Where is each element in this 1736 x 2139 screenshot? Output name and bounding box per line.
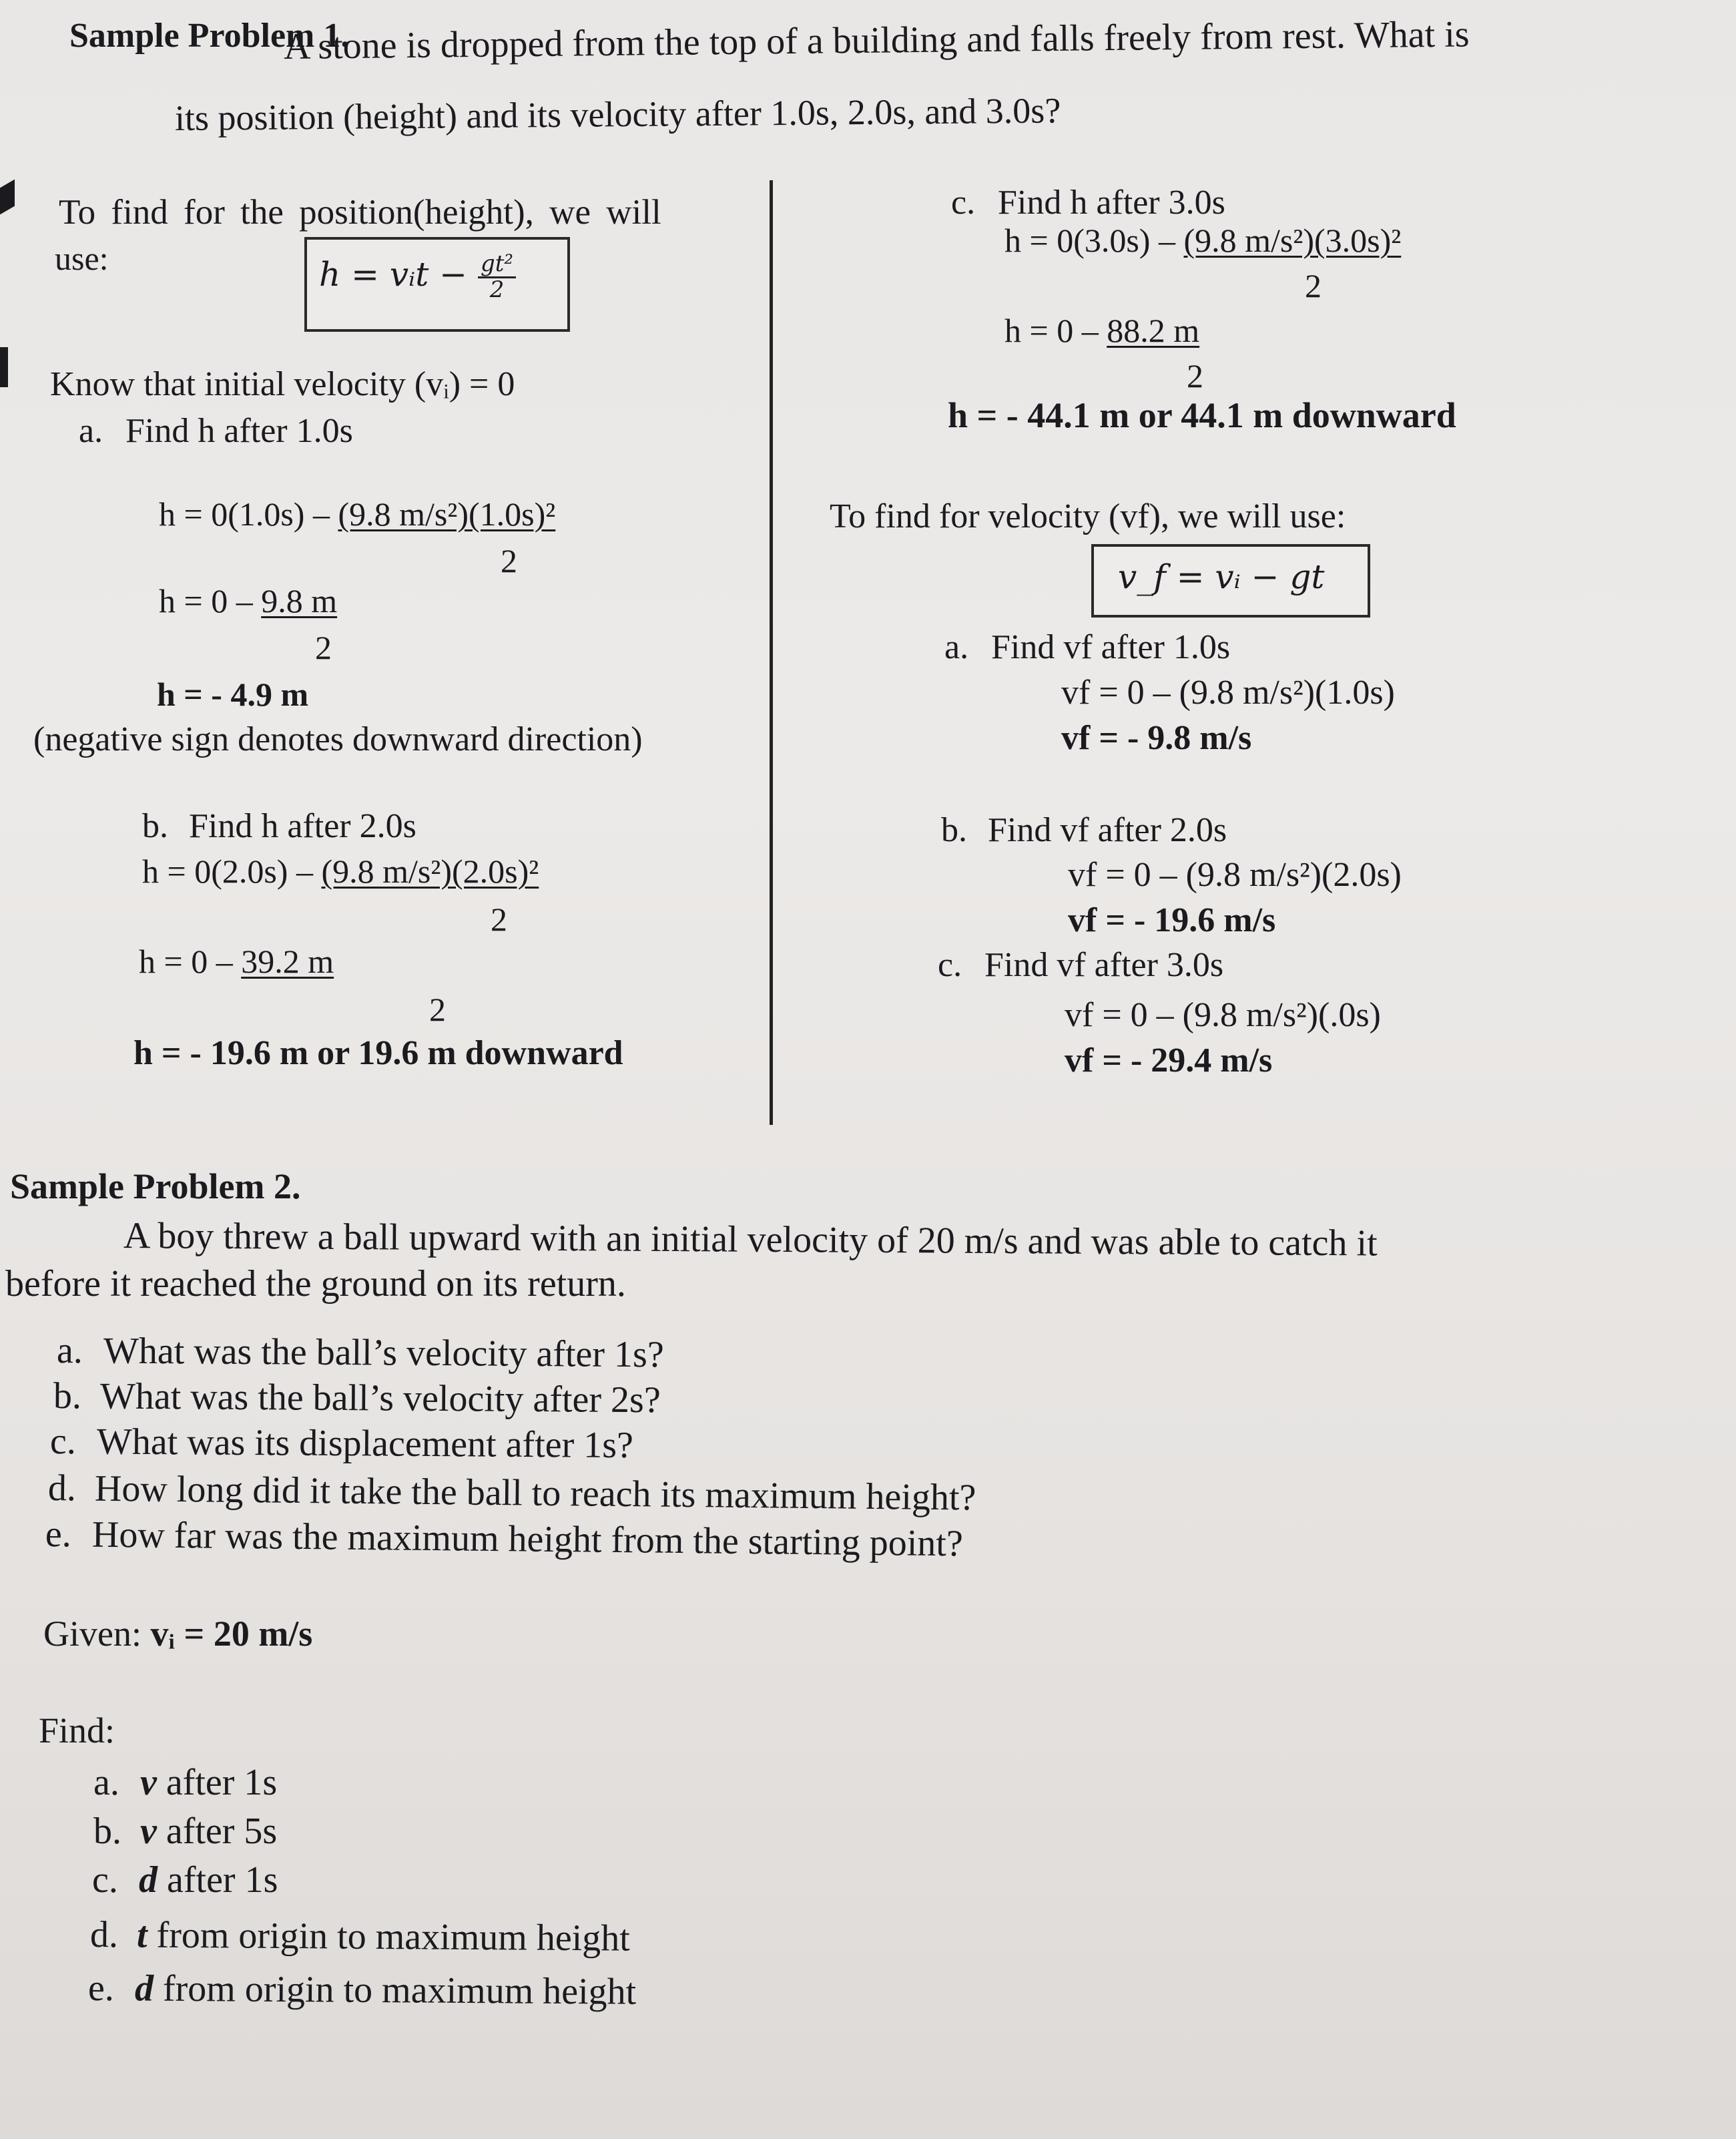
problem1-title: Sample Problem 1. [69,17,350,55]
part-b-equation2-numerator: 39.2 m [241,943,334,980]
part-b-heading [142,809,416,844]
problem2-title: Sample Problem 2. [10,1166,301,1206]
part-b-title: Find h after 2.0s [189,807,416,845]
find-item [92,1861,278,1899]
question-item-label: d. [47,1467,77,1509]
find-item [93,1764,277,1801]
velocity-c-heading [938,948,1223,983]
find-item-text: from origin to maximum height [147,1914,631,1959]
part-a-label: a. [79,412,103,450]
velocity-b-result: vf = - 19.6 m/s [1068,901,1276,939]
find-item [88,1969,637,2011]
find-label: Find: [39,1710,115,1750]
question-item-text: What was the ball’s velocity after 1s? [103,1330,664,1376]
find-item-text: after 1s [158,1859,278,1901]
question-item [49,1421,634,1467]
question-item-label: c. [49,1421,77,1463]
part-c-heading [951,186,1225,220]
part-a-result: h = - 4.9 m [157,676,309,713]
position-intro-line1: To find for the position(height), we will [59,193,661,232]
part-b-result: h = - 19.6 m or 19.6 m downward [133,1034,623,1072]
position-intro-line2: use: [55,240,109,277]
question-item-text: How long did it take the ball to reach its maximum height? [94,1467,976,1519]
part-a-equation1 [159,497,555,531]
velocity-a-equation: vf = 0 – (9.8 m/s²)(1.0s) [1061,674,1395,712]
part-b-label: b. [142,807,168,845]
given-value: vᵢ = 20 m/s [150,1614,313,1654]
part-a-title: Find h after 1.0s [125,412,353,450]
velocity-c-label: c. [938,946,962,984]
problem2-question-line2: before it reached the ground on its return. [5,1263,626,1304]
part-a-equation2-pre: h = 0 – [159,582,262,620]
part-c-label: c. [951,184,976,222]
velocity-a-title: Find vf after 1.0s [991,628,1231,666]
velocity-b-title: Find vf after 2.0s [988,811,1227,849]
velocity-b-heading [941,813,1227,848]
part-b-equation1-numerator: (9.8 m/s²)(2.0s)² [321,853,539,890]
question-item-label: b. [53,1375,82,1417]
part-b-equation2-denominator: 2 [429,991,446,1028]
part-a-note: (negative sign denotes downward direction) [33,720,643,758]
find-item-variable: d [139,1859,158,1901]
part-c-equation2 [1004,314,1199,347]
problem1-question-line1: A stone is dropped from the top of a building and falls freely from rest. What is [283,13,1470,67]
part-b-equation1-denominator: 2 [491,901,507,938]
part-b-equation1 [142,855,539,888]
question-item [56,1330,664,1376]
find-item [93,1813,277,1850]
velocity-c-equation: vf = 0 – (9.8 m/s²)(.0s) [1065,996,1381,1034]
question-item [45,1513,964,1565]
question-item [48,1469,976,1517]
find-item-variable: v [140,1811,157,1852]
velocity-a-result: vf = - 9.8 m/s [1061,719,1252,757]
part-a-equation1-pre: h = 0(1.0s) – [159,495,338,533]
velocity-c-result: vf = - 29.4 m/s [1065,1041,1273,1080]
velocity-a-label: a. [944,628,969,666]
part-b-equation2-pre: h = 0 – [139,943,242,980]
column-divider [770,180,773,1125]
question-item-label: e. [45,1513,72,1556]
problem2-question-line1: A boy threw a ball upward with an initial velocity of 20 m/s and was able to catch it [123,1215,1378,1264]
find-item-text: from origin to maximum height [153,1967,637,2013]
find-item-variable: v [140,1762,157,1803]
part-a-equation2 [159,584,337,618]
find-item-label: c. [92,1859,118,1901]
position-formula-lhs: h = vᵢt − [319,255,468,294]
find-item-label: a. [93,1762,119,1803]
given-label: Given: [43,1614,151,1654]
part-c-title: Find h after 3.0s [998,184,1225,222]
part-a-equation1-numerator: (9.8 m/s²)(1.0s)² [338,495,556,533]
part-c-equation2-numerator: 88.2 m [1107,312,1200,349]
part-c-equation2-pre: h = 0 – [1004,312,1107,349]
initial-velocity-note: Know that initial velocity (vᵢ) = 0 [50,365,515,403]
velocity-c-title: Find vf after 3.0s [984,946,1224,984]
question-item-text: What was its displacement after 1s? [96,1421,634,1467]
find-item-label: b. [93,1811,121,1852]
velocity-a-heading [944,630,1230,665]
position-formula-num: gt² [478,252,516,278]
velocity-formula: v_f = vᵢ − gt [1118,557,1325,596]
problem1-question-line2: its position (height) and its velocity after 1.0s, 2.0s, and 3.0s? [174,90,1061,138]
part-c-equation1-pre: h = 0(3.0s) – [1004,222,1184,259]
find-item-label: d. [89,1914,119,1956]
question-item-text: What was the ball’s velocity after 2s? [99,1375,661,1421]
position-formula-fraction [478,252,516,302]
page-edge-mark [0,347,8,387]
question-item-label: a. [56,1330,83,1372]
question-item [53,1377,661,1419]
find-item-text: after 1s [156,1762,278,1803]
part-c-result: h = - 44.1 m or 44.1 m downward [948,395,1456,435]
velocity-intro: To find for velocity (vf), we will use: [830,497,1346,535]
part-a-equation2-denominator: 2 [315,629,332,666]
find-item-variable: d [134,1967,154,2009]
question-item-text: How far was the maximum height from the starting point? [91,1513,964,1565]
position-formula-den: 2 [489,276,505,303]
part-c-equation1 [1004,224,1401,257]
given-line [43,1616,312,1652]
part-c-equation2-denominator: 2 [1187,357,1203,395]
velocity-b-label: b. [941,811,967,849]
find-item-variable: t [136,1914,148,1956]
find-item-label: e. [87,1967,115,2009]
part-c-equation1-denominator: 2 [1305,267,1322,304]
part-b-equation2 [139,945,334,978]
page-edge-mark [0,180,15,215]
part-a-heading [79,414,353,449]
find-item-text: after 5s [156,1811,278,1852]
part-a-equation2-numerator: 9.8 m [261,582,338,620]
part-b-equation1-pre: h = 0(2.0s) – [142,853,322,890]
position-formula [319,252,516,302]
velocity-b-equation: vf = 0 – (9.8 m/s²)(2.0s) [1068,856,1402,894]
part-a-equation1-denominator: 2 [501,542,517,579]
part-c-equation1-numerator: (9.8 m/s²)(3.0s)² [1183,222,1402,259]
find-item [90,1916,630,1957]
